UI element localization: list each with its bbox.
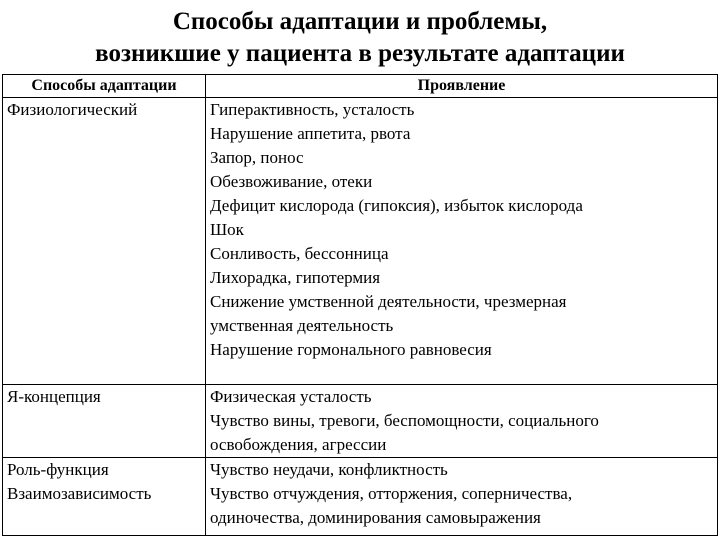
table-row <box>3 385 718 458</box>
mode-cell <box>3 385 206 458</box>
manifestation-line: Чувство неудачи, конфликтность <box>210 460 448 479</box>
mode-label: Я-концепция <box>7 387 101 406</box>
header-manifestation: Проявление <box>206 75 718 98</box>
manifestation-cell <box>206 458 718 536</box>
table-row <box>3 98 718 385</box>
title-line-1: Способы адаптации и проблемы, <box>172 8 548 35</box>
mode-cell <box>3 98 206 385</box>
page-title <box>0 6 720 70</box>
manifestation-line: Нарушение аппетита, рвота <box>210 124 411 143</box>
table-header-row <box>3 75 718 98</box>
manifestation-line: Сонливость, бессонница <box>210 244 389 263</box>
mode-label: Физиологический <box>7 100 138 119</box>
manifestation-line: Чувство отчуждения, отторжения, соперничества, <box>210 484 573 503</box>
mode-label: Роль-функция <box>7 460 109 479</box>
manifestation-line: Запор, понос <box>210 148 304 167</box>
manifestation-line: Дефицит кислорода (гипоксия), избыток кислорода <box>210 196 583 215</box>
table-row <box>3 458 718 536</box>
title-line-2: возникшие у пациента в результате адаптации <box>95 40 625 67</box>
manifestation-line: одиночества, доминирования самовыражения <box>210 508 541 527</box>
mode-label: Взаимозависимость <box>7 484 152 503</box>
manifestation-cell <box>206 98 718 385</box>
manifestation-line: Нарушение гормонального равновесия <box>210 340 492 359</box>
mode-cell <box>3 458 206 536</box>
manifestation-line: Снижение умственной деятельности, чрезмерная <box>210 292 567 311</box>
header-modes: Способы адаптации <box>3 75 206 98</box>
manifestation-line: Чувство вины, тревоги, беспомощности, социального <box>210 411 599 430</box>
adaptation-table <box>2 74 718 536</box>
manifestation-line: освобождения, агрессии <box>210 435 387 454</box>
manifestation-line: Обезвоживание, отеки <box>210 172 373 191</box>
manifestation-line: умственная деятельность <box>210 316 394 335</box>
manifestation-cell <box>206 385 718 458</box>
manifestation-line: Лихорадка, гипотермия <box>210 268 381 287</box>
manifestation-line: Гиперактивность, усталость <box>210 100 415 119</box>
manifestation-line: Физическая усталость <box>210 387 372 406</box>
manifestation-line: Шок <box>210 220 244 239</box>
